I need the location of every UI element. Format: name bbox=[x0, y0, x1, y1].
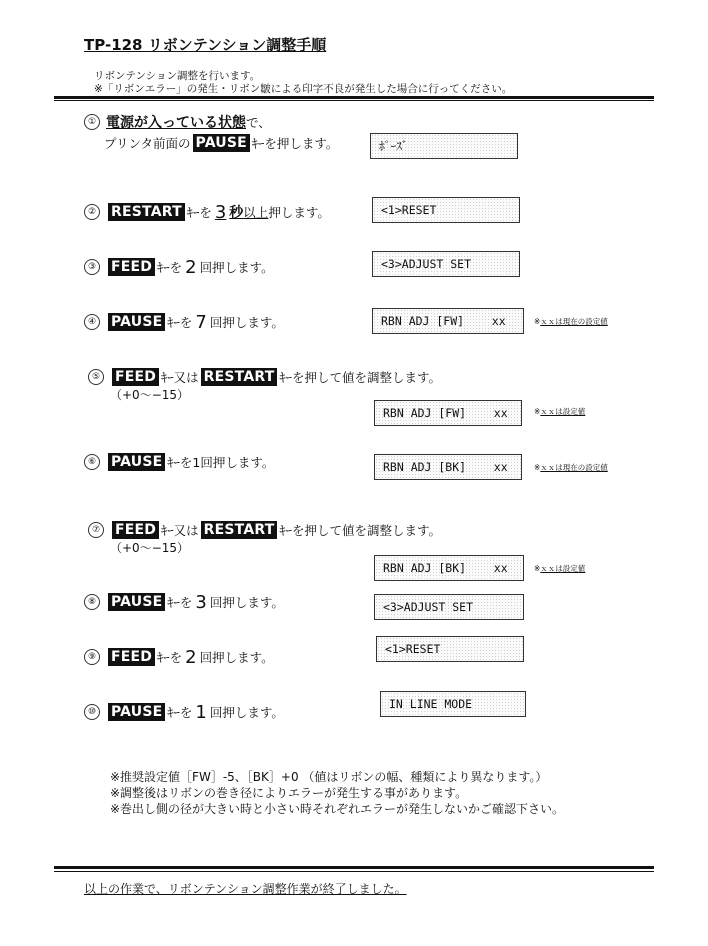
note-text: ｘｘは現在の設定値 bbox=[540, 317, 608, 326]
feed-key-label: FEED bbox=[108, 648, 155, 666]
pause-key-label: PAUSE bbox=[193, 134, 250, 152]
step-text: ｷｰを bbox=[157, 260, 183, 275]
step-9 bbox=[84, 645, 274, 669]
restart-key-label: RESTART bbox=[201, 368, 278, 386]
step-text: ｷｰを押して値を調整します。 bbox=[279, 370, 441, 385]
step-text: ｷｰ又は bbox=[161, 523, 199, 538]
adjust-range: （+0〜−15） bbox=[110, 388, 190, 402]
intro-line-2: ※「リボンエラー」の発生・リボン皺による印字不良が発生した場合に行ってください。 bbox=[94, 83, 513, 95]
step-text: ｷｰを bbox=[167, 455, 193, 470]
press-count: 1 bbox=[195, 701, 207, 723]
feed-key-label: FEED bbox=[112, 521, 159, 539]
step-text: 回押します。 bbox=[209, 705, 284, 720]
step-text: で、 bbox=[246, 115, 271, 130]
footnote-1: ※推奨設定値［FW］-5、［BK］+0 （値はリボンの幅、種類により異なります。） bbox=[110, 770, 548, 784]
step-number: ① bbox=[84, 114, 100, 130]
lcd-display: ﾎﾟｰｽﾞ bbox=[370, 133, 518, 159]
lcd-display: <3>ADJUST SET bbox=[374, 594, 524, 620]
step-number: ⑥ bbox=[84, 454, 100, 470]
step-text: ｷｰを bbox=[167, 595, 193, 610]
intro-line-1: リボンテンション調整を行います。 bbox=[94, 70, 261, 82]
press-count: 7 bbox=[195, 311, 207, 333]
seconds-value: 3 bbox=[214, 201, 227, 223]
value-note bbox=[534, 563, 585, 574]
lcd-display: <1>RESET bbox=[376, 636, 524, 662]
footnote-2: ※調整後はリボンの巻き径によりエラーが発生する事があります。 bbox=[110, 786, 468, 800]
pause-key-label: PAUSE bbox=[108, 703, 165, 721]
feed-key-label: FEED bbox=[108, 258, 155, 276]
step-text: ｷｰを押して値を調整します。 bbox=[279, 523, 441, 538]
step-1-line-2 bbox=[104, 131, 338, 155]
step-3 bbox=[84, 255, 274, 279]
step-text: 押します。 bbox=[268, 205, 330, 220]
pause-key-label: PAUSE bbox=[108, 593, 165, 611]
step-text: 回押します。 bbox=[200, 455, 275, 470]
value-note bbox=[534, 406, 585, 417]
lcd-display: RBN ADJ [FW] xx bbox=[372, 308, 524, 334]
step-text: ｷｰを bbox=[186, 205, 212, 220]
step-text: ｷｰを bbox=[157, 650, 183, 665]
step-text: ｷｰを bbox=[167, 315, 193, 330]
step-2 bbox=[84, 200, 330, 224]
value-note bbox=[534, 462, 608, 473]
seconds-unit: 秒 bbox=[229, 205, 244, 221]
step-number: ② bbox=[84, 204, 100, 220]
footer-divider-thin bbox=[54, 871, 654, 872]
completion-message: 以上の作業で、リボンテンション調整作業が終了しました。 bbox=[84, 882, 407, 896]
lcd-display: RBN ADJ [BK] xx bbox=[374, 555, 524, 581]
step-text: 回押します。 bbox=[209, 315, 284, 330]
restart-key-label: RESTART bbox=[108, 203, 185, 221]
step-number: ⑧ bbox=[84, 594, 100, 610]
note-mark: ※ bbox=[534, 407, 541, 416]
step-8 bbox=[84, 590, 284, 614]
restart-key-label: RESTART bbox=[201, 521, 278, 539]
feed-key-label: FEED bbox=[112, 368, 159, 386]
or-more-text: 以上 bbox=[243, 205, 269, 220]
lcd-display: RBN ADJ [FW] xx bbox=[374, 400, 522, 426]
step-number: ⑨ bbox=[84, 649, 100, 665]
step-text: ｷｰ又は bbox=[161, 370, 199, 385]
note-text: ｘｘは設定値 bbox=[540, 564, 586, 573]
lcd-display: IN LINE MODE bbox=[380, 691, 526, 717]
lcd-display: RBN ADJ [BK] xx bbox=[374, 454, 522, 480]
step-number: ⑩ bbox=[84, 704, 100, 720]
footnote-3: ※巻出し側の径が大きい時と小さい時それぞれエラーが発生しないかご確認下さい。 bbox=[110, 802, 565, 816]
step-text: 回押します。 bbox=[199, 650, 274, 665]
step-text: ｷｰを押します。 bbox=[251, 136, 339, 151]
step-6 bbox=[84, 450, 274, 474]
press-count: 2 bbox=[185, 646, 197, 668]
lcd-display: <3>ADJUST SET bbox=[372, 251, 520, 277]
note-mark: ※ bbox=[534, 564, 541, 573]
note-text: ｘｘは現在の設定値 bbox=[540, 463, 608, 472]
header-divider-thin bbox=[54, 100, 654, 101]
note-text: ｘｘは設定値 bbox=[540, 407, 586, 416]
pause-key-label: PAUSE bbox=[108, 453, 165, 471]
step-4 bbox=[84, 310, 284, 334]
power-on-condition: 電源が入っている状態 bbox=[106, 115, 246, 131]
step-number: ⑦ bbox=[88, 522, 104, 538]
adjust-range: （+0〜−15） bbox=[110, 541, 190, 555]
press-count: 1 bbox=[192, 454, 201, 470]
step-number: ③ bbox=[84, 259, 100, 275]
value-note bbox=[534, 316, 608, 327]
page-title: TP-128 リボンテンション調整手順 bbox=[84, 36, 327, 54]
step-text: ｷｰを bbox=[167, 705, 193, 720]
note-mark: ※ bbox=[534, 317, 541, 326]
header-divider bbox=[54, 96, 654, 99]
pause-key-label: PAUSE bbox=[108, 313, 165, 331]
note-mark: ※ bbox=[534, 463, 541, 472]
step-text: プリンタ前面の bbox=[104, 136, 191, 151]
step-10 bbox=[84, 700, 284, 724]
footer-divider bbox=[54, 866, 654, 869]
step-text: 回押します。 bbox=[199, 260, 274, 275]
press-count: 3 bbox=[195, 591, 207, 613]
press-count: 2 bbox=[185, 256, 197, 278]
step-number: ⑤ bbox=[88, 369, 104, 385]
step-number: ④ bbox=[84, 314, 100, 330]
lcd-display: <1>RESET bbox=[372, 197, 520, 223]
step-text: 回押します。 bbox=[209, 595, 284, 610]
